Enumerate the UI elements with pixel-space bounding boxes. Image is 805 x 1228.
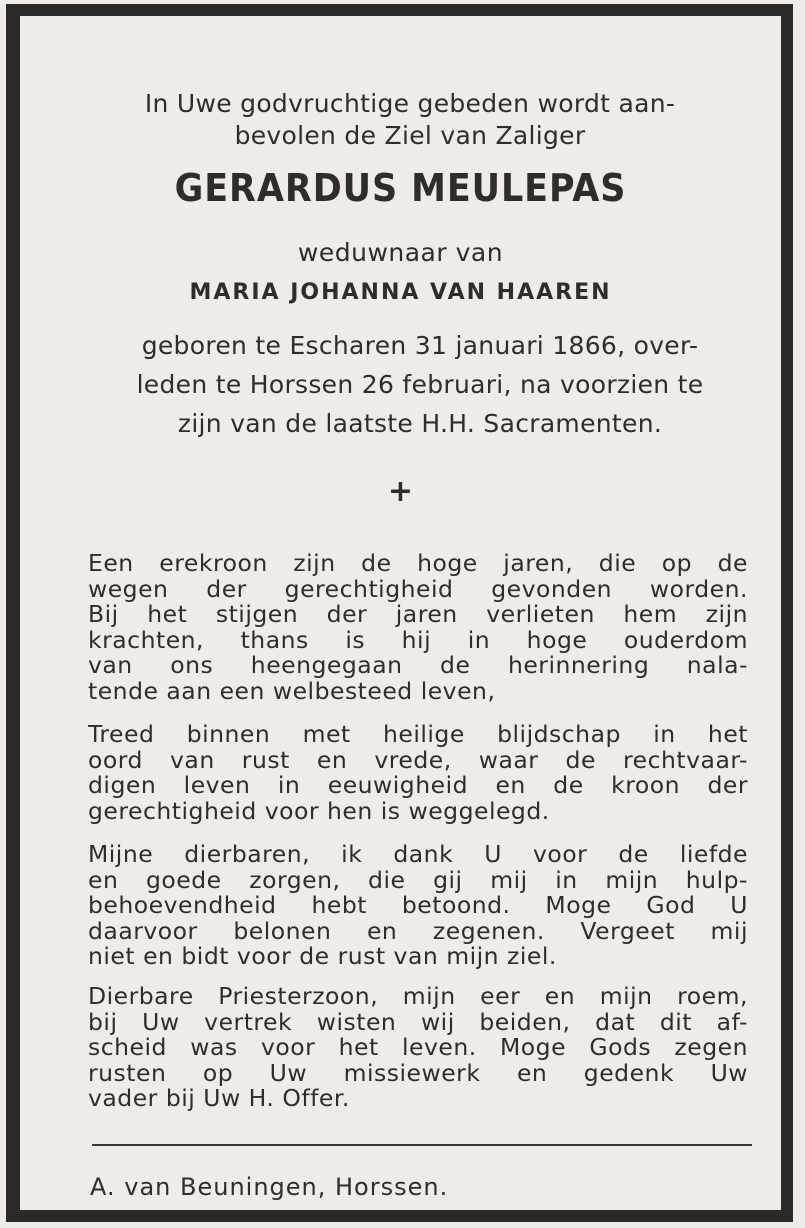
verse-line: behoevendheid hebt betoond. Moge God U: [88, 891, 748, 919]
mourning-border: [6, 4, 793, 1222]
spouse-name: MARIA JOHANNA VAN HAAREN: [189, 280, 612, 305]
intro-line: bevolen de Ziel van Zaliger: [234, 121, 586, 150]
verse-paragraph: [88, 842, 748, 970]
verse-line: Een erekroon zijn de hoge jaren, die op de: [88, 549, 748, 577]
verse-paragraph: [88, 722, 748, 824]
birth-death-line: geboren te Escharen 31 januari 1866, over-: [141, 331, 699, 360]
birth-death-line: zijn van de laatste H.H. Sacramenten.: [177, 409, 663, 438]
verse-line: Bij het stijgen der jaren verlieten hem zijn: [88, 600, 748, 628]
verse-line: Treed binnen met heilige blijdschap in het: [88, 720, 748, 748]
verse-paragraph: [88, 551, 748, 704]
printer-credit: A. van Beuningen, Horssen.: [90, 1173, 449, 1201]
verse-line: wegen der gerechtigheid gevonden worden.: [88, 574, 748, 603]
intro-text: [80, 88, 740, 152]
verse-line: tende aan een welbesteed leven,: [88, 676, 496, 705]
verse-line: krachten, thans is hij in hoge ouderdom: [88, 625, 748, 654]
verse-line: niet en bidt voor de rust van mijn ziel.: [88, 942, 557, 970]
widower-of-label: weduwnaar van: [297, 238, 504, 267]
verse-line: daarvoor belonen en zegenen. Vergeet mij: [88, 916, 748, 945]
verse-line: oord van rust en vrede, waar de rechtvaar-: [88, 745, 748, 774]
verse-line: bij Uw vertrek wisten wij beiden, dat dit af-: [88, 1007, 748, 1036]
card-content: [20, 16, 781, 1210]
birth-death-text: [80, 326, 760, 443]
verse-line: vader bij Uw H. Offer.: [88, 1084, 350, 1112]
verse-line: Mijne dierbaren, ik dank U voor de liefde: [88, 840, 748, 868]
deceased-name: GERARDUS MEULEPAS: [174, 166, 627, 210]
intro-line: In Uwe godvruchtige gebeden wordt aan-: [144, 89, 676, 118]
verse-line: Dierbare Priesterzoon, mijn eer en mijn roem,: [88, 982, 748, 1010]
verse-line: rusten op Uw missiewerk en gedenk Uw: [88, 1058, 748, 1087]
divider-rule: [92, 1144, 752, 1146]
verse-paragraph: [88, 984, 748, 1112]
verse-line: gerechtigheid voor hen is weggelegd.: [88, 796, 550, 825]
verse-line: digen leven in eeuwigheid en de kroon der: [88, 771, 748, 799]
verse-line: en goede zorgen, die gij mij in mijn hulp-: [88, 865, 748, 894]
cross-symbol: +: [387, 474, 414, 509]
verse-line: van ons heengegaan de herinnering nala-: [88, 651, 748, 679]
birth-death-line: leden te Horssen 26 februari, na voorzien te: [136, 370, 704, 399]
verse-line: scheid was voor het leven. Moge Gods zegen: [88, 1033, 748, 1061]
